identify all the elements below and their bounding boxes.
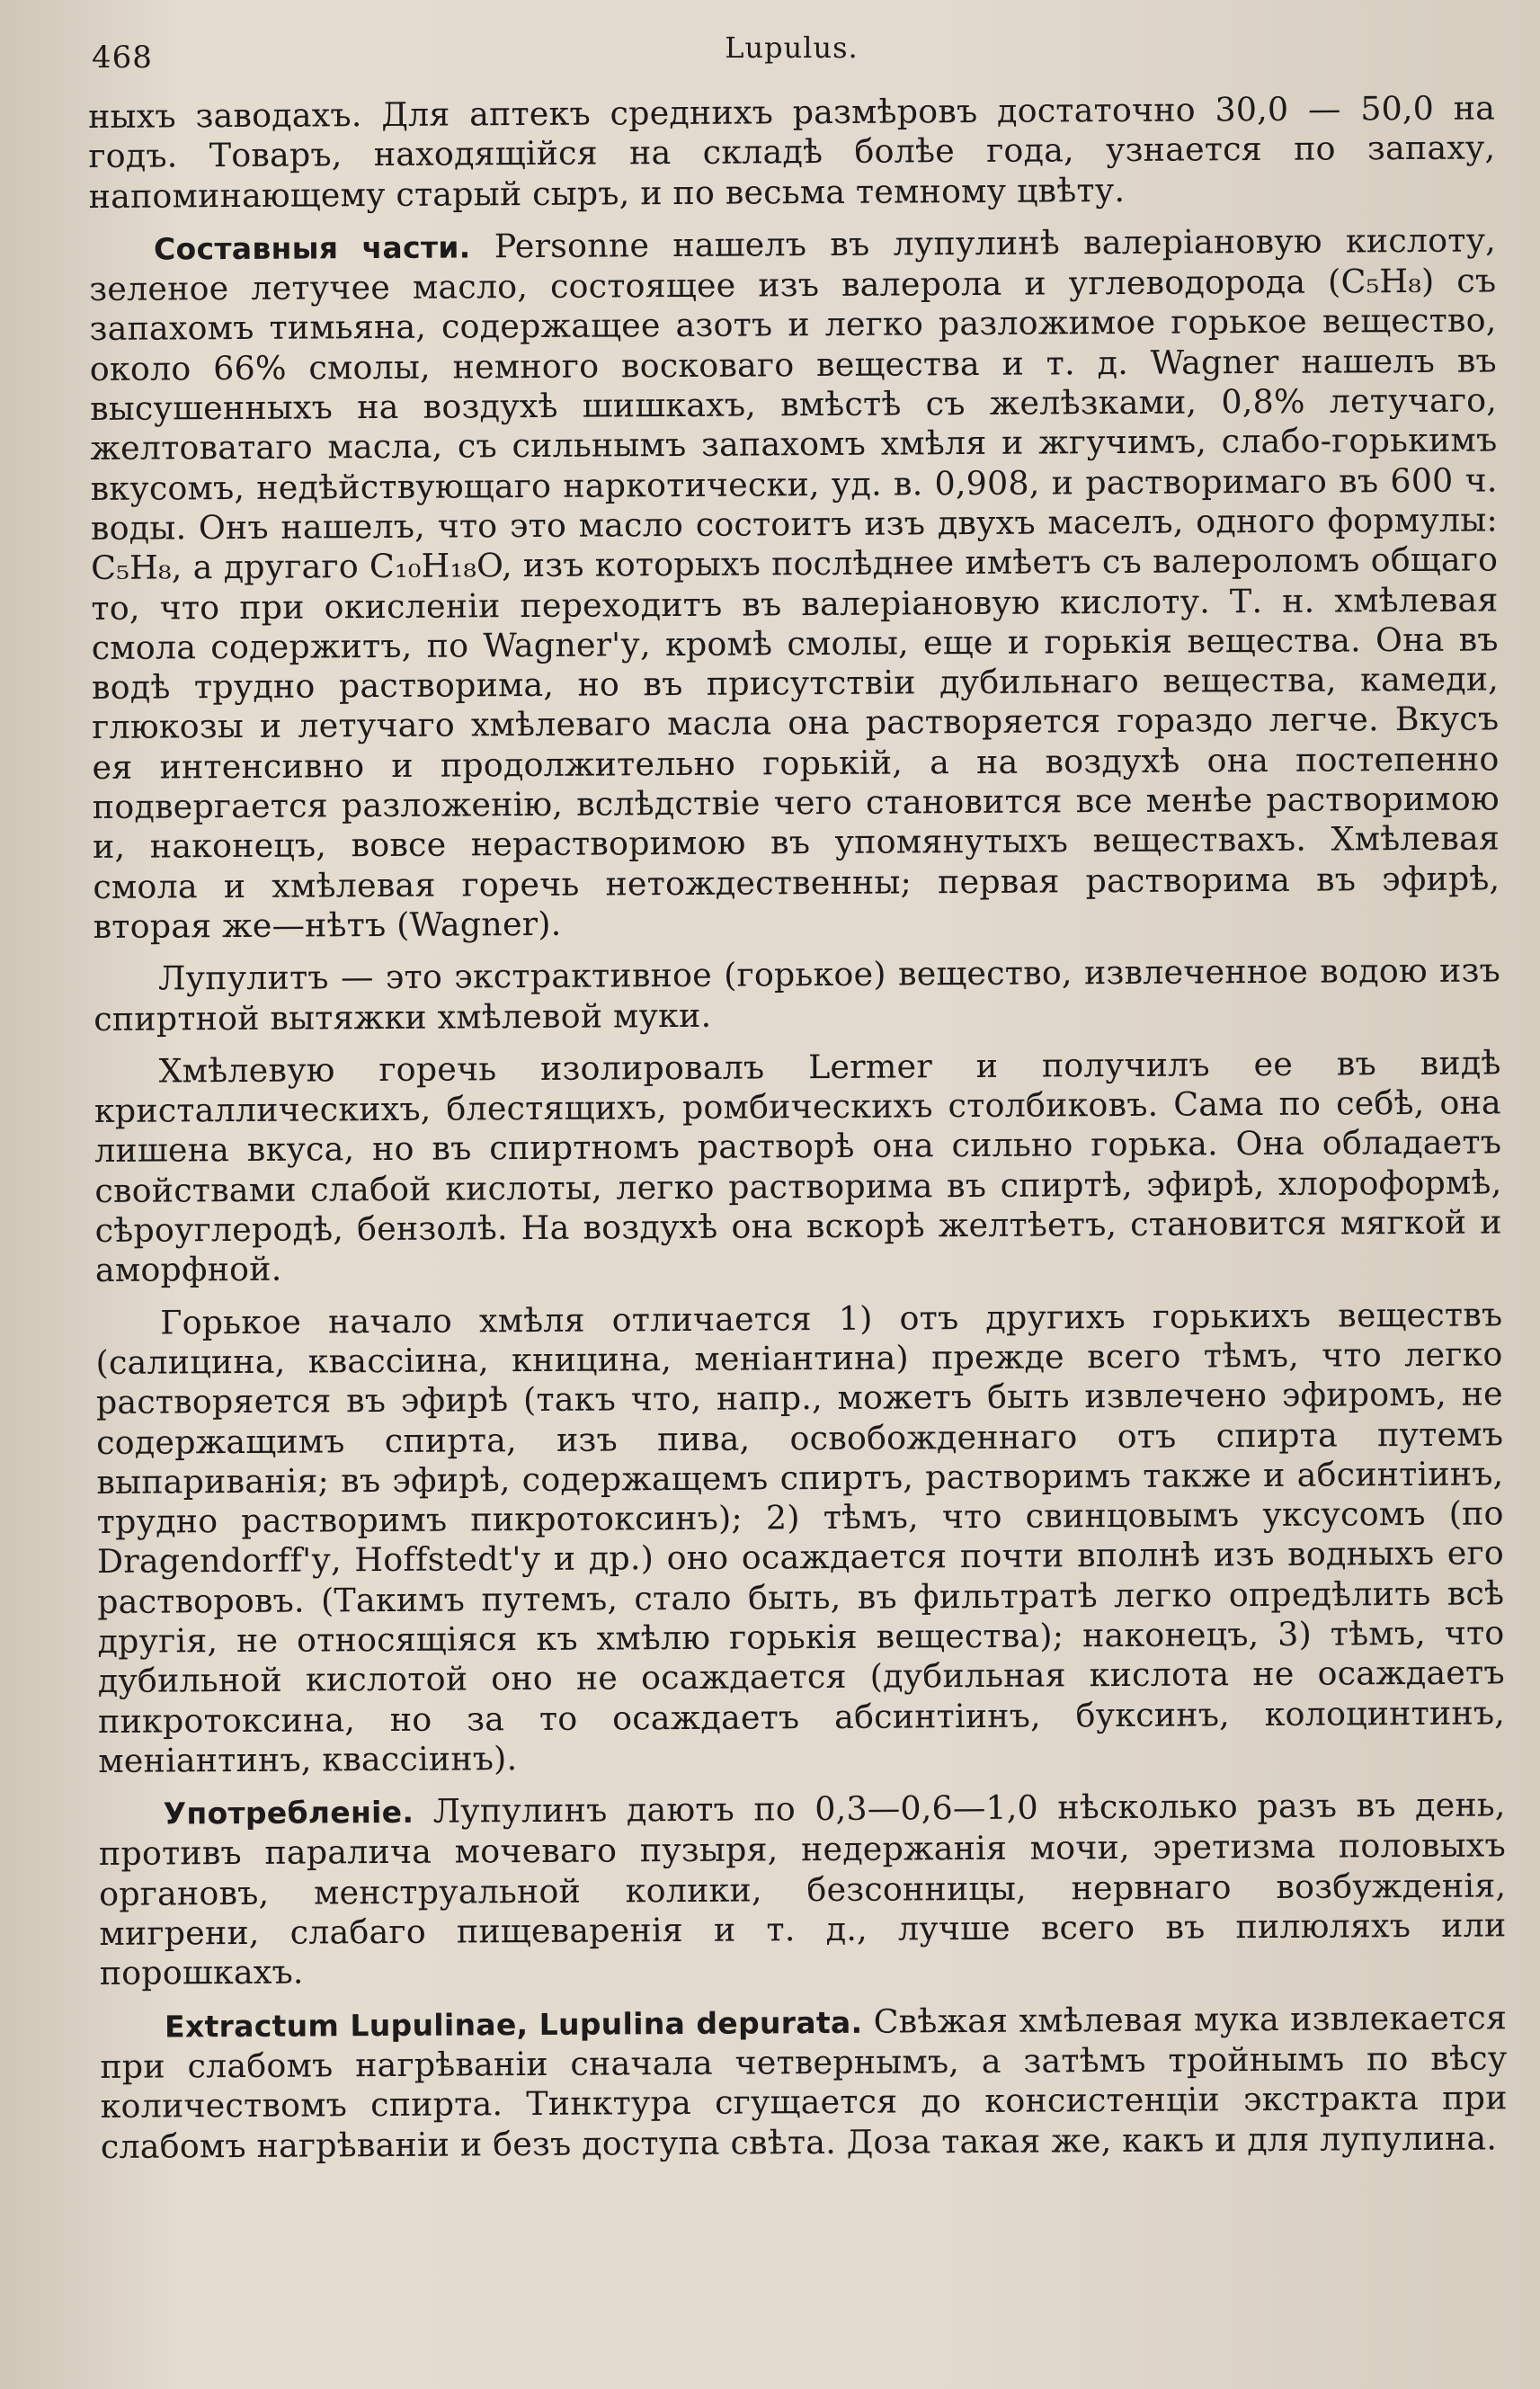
paragraph-text: Personne нашелъ въ лупулинѣ валеріановую кислоту, зеленое летучее масло, состоящее изъ валерола и углеводорода (C₅H₈) съ запахомъ тимьяна, содержащее азотъ и легко разложимое горькое вещество, около 66% смолы, немного восковаго вещества и т. д. Wagner нашелъ въ высушенныхъ на воздухѣ шишкахъ, вмѣстѣ съ желѣзками, 0,8% летучаго, желтоватаго масла, съ сильнымъ запахомъ хмѣля и жгучимъ, слабо-горькимъ вкусомъ, недѣйствующаго наркотически, уд. в. 0,908, и растворимаго въ 600 ч. воды. Онъ нашелъ, что это масло состоитъ изъ двухъ маселъ, одного формулы: C₅H₈, а другаго C₁₀H₁₈O, изъ которыхъ послѣднее имѣетъ съ валероломъ общаго то, что при окисленіи переходитъ въ валеріановую кислоту. Т. н. хмѣлевая смола содержитъ, по Wagner'у, кромѣ смолы, еще и горькія вещества. Она въ водѣ трудно растворима, но въ присутствіи дубильнаго вещества, камеди, глюкозы и летучаго хмѣлеваго масла она растворяется гораздо легче. Вкусъ ея интенсивно и продолжительно горькій, а на воздухѣ она постепенно подвергается разложенію, вслѣдствіе чего становится все менѣе растворимою и, наконецъ, вовсе нерастворимою въ упомянутыхъ веществахъ. Хмѣлевая смола и хмѣлевая горечь нетождественны; первая растворима въ эфирѣ, вторая же—нѣтъ (Wagner). bbox=[89, 220, 1500, 946]
paragraph-bitter-principle bbox=[95, 1295, 1505, 1781]
paragraph-lupulite bbox=[93, 951, 1501, 1039]
paragraph-text: Свѣжая хмѣлевая мука извлекается при слабомъ нагрѣваніи сначала четвернымъ, а затѣмъ тройнымъ по вѣсу количествомъ спирта. Тинктура сгущается до консистенціи экстракта при слабомъ нагрѣваніи и безъ доступа свѣта. Доза такая же, какъ и для лупулина. bbox=[100, 1998, 1508, 2166]
section-term: Употребленіе. bbox=[163, 1794, 414, 1832]
paragraph-text: ныхъ заводахъ. Для аптекъ среднихъ размѣровъ достаточно 30,0 — 50,0 на годъ. Товаръ, находящійся на складѣ болѣе года, узнается по запаху, напоминающему старый сыръ, и по весьма темному цвѣту. bbox=[88, 88, 1496, 216]
paragraph-constituents bbox=[89, 220, 1500, 947]
section-term: Составныя части. bbox=[153, 229, 471, 267]
body-text bbox=[88, 88, 1508, 2166]
paragraph-hop-bitter bbox=[93, 1043, 1502, 1290]
page-number: 468 bbox=[92, 40, 153, 76]
paragraph-text: Горькое начало хмѣля отличается 1) отъ другихъ горькихъ веществъ (салицина, квассіина, кницина, меніантина) прежде всего тѣмъ, что легко растворяется въ эфирѣ (такъ что, напр., можетъ быть извлечено эфиромъ, не содержащимъ спирта, изъ пива, освобожденнаго отъ спирта путемъ выпариванія; въ эфирѣ, содержащемъ спиртъ, растворимъ также и абсинтіинъ, трудно растворимъ пикротоксинъ); 2) тѣмъ, что свинцовымъ уксусомъ (по Dragendorff'у, Hoffstedt'у и др.) оно осаждается почти вполнѣ изъ водныхъ его растворовъ. (Такимъ путемъ, стало быть, въ фильтратѣ легко опредѣлить всѣ другія, не относящіяся къ хмѣлю горькія вещества); наконецъ, 3) тѣмъ, что дубильной кислотой оно не осаждается (дубильная кислота не осаждаетъ пикротоксина, но за то осаждаетъ абсинтіинъ, буксинъ, колоцинтинъ, меніантинъ, квассіинъ). bbox=[95, 1295, 1506, 1780]
page-header bbox=[88, 25, 1495, 97]
paragraph-text: Хмѣлевую горечь изолировалъ Lermer и получилъ ее въ видѣ кристаллическихъ, блестящихъ, ромбическихъ столбиковъ. Сама по себѣ, она лишена вкуса, но въ спиртномъ растворѣ она сильно горька. Она обладаетъ свойствами слабой кислоты, легко растворима въ спиртѣ, эфирѣ, хлороформѣ, сѣроуглеродѣ, бензолѣ. На воздухѣ она вскорѣ желтѣетъ, становится мягкой и аморфной. bbox=[93, 1043, 1502, 1290]
paragraph-text: Лупулитъ — это экстрактивное (горькое) вещество, извлеченное водою изъ спиртной вытяжки хмѣлевой муки. bbox=[93, 950, 1501, 1039]
paragraph-usage bbox=[99, 1786, 1507, 1994]
section-term: Extractum Lupulinae, Lupulina depurata. bbox=[164, 2004, 863, 2045]
paragraph-text: Лупулинъ даютъ по 0,3—0,6—1,0 нѣсколько разъ въ день, противъ паралича мочеваго пузыря, недержанія мочи, эретизма половыхъ органовъ, менструальной колики, безсонницы, нервнаго возбужденія, мигрени, слабаго пищеваренія и т. д., лучше всего въ пилюляхъ или порошкахъ. bbox=[98, 1785, 1507, 1993]
paragraph-continuation bbox=[88, 88, 1496, 216]
running-title: Lupulus. bbox=[725, 31, 859, 65]
paragraph-extractum bbox=[100, 1998, 1508, 2167]
